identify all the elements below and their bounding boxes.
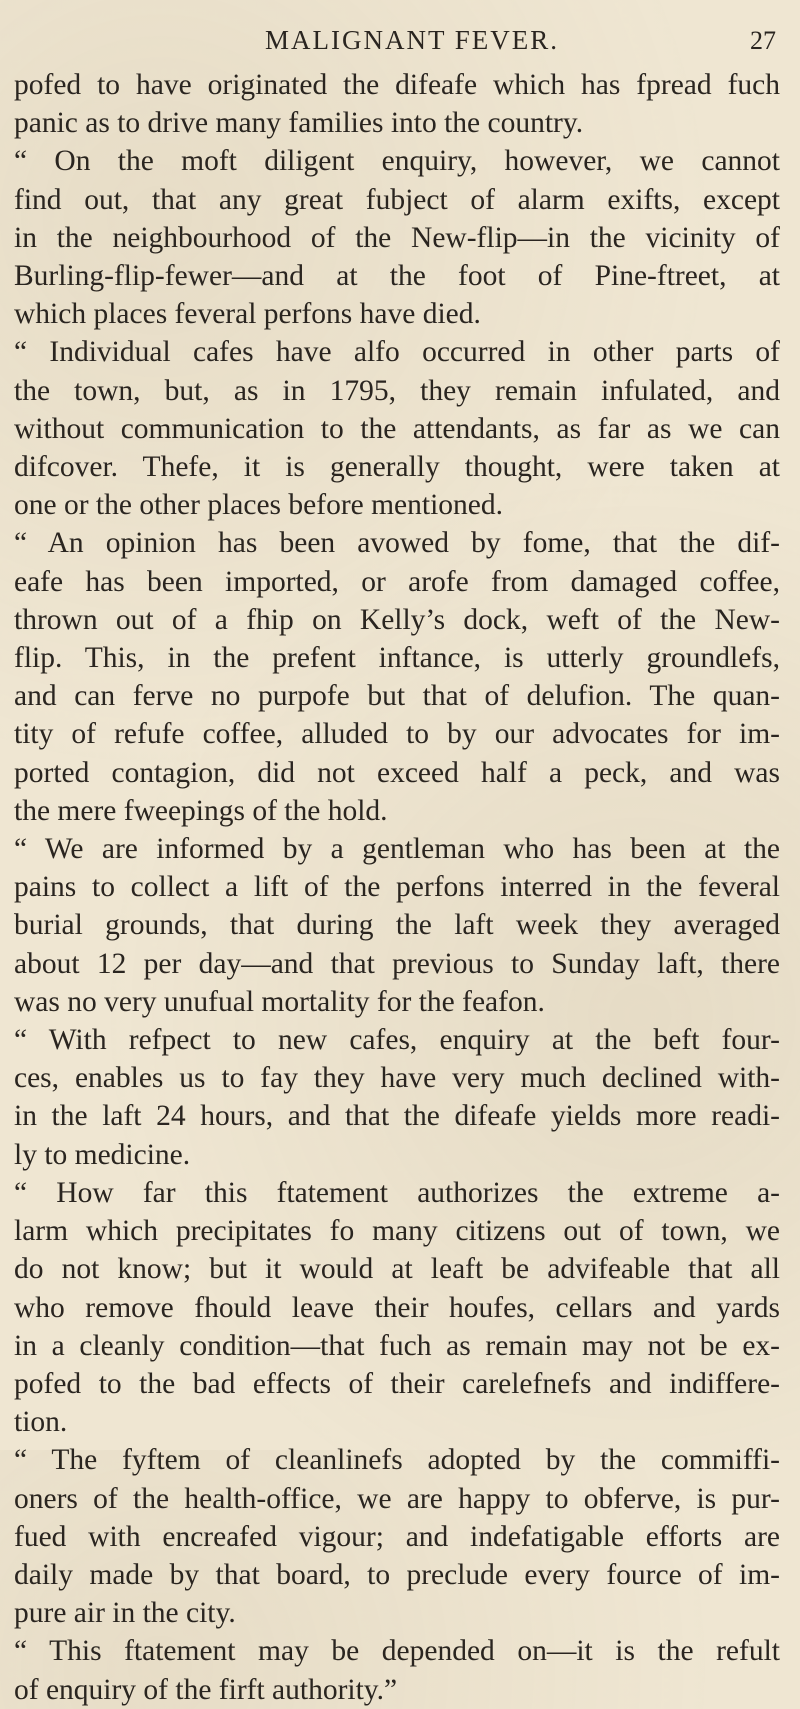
text-line: the mere fweepings of the hold. [14,794,388,827]
text-line: tity of refufe coffee, alluded to by our advocates for im- [14,718,780,751]
text-line: in a cleanly condition—that fuch as remain may not be ex- [14,1329,780,1362]
text-line: in the laft 24 hours, and that the difeafe yields more readi- [14,1100,780,1133]
text-line: one or the other places before mentioned. [14,489,504,522]
text-line: without communication to the attendants, as far as we can [14,412,780,445]
text-line: “ We are informed by a gentleman who has been at the [14,833,780,866]
text-line: and can ferve no purpofe but that of delufion. The quan- [14,680,780,713]
text-line: oners of the health-office, we are happy to obferve, is pur- [14,1482,780,1515]
text-line: difcover. Thefe, it is generally thought, were taken at [14,451,780,484]
text-line: tion. [14,1406,68,1439]
text-line: “ An opinion has been avowed by fome, that the dif- [14,527,780,560]
text-line: pofed to the bad effects of their carelefnefs and indiffere- [14,1367,780,1400]
text-line: about 12 per day—and that previous to Sunday laft, there [14,947,780,980]
text-line: burial grounds, that during the laft week they averaged [14,909,780,942]
text-line: thrown out of a fhip on Kelly’s dock, weft of the New- [14,603,780,636]
text-line: find out, that any great fubject of alarm exifts, except [14,183,780,216]
text-line: panic as to drive many families into the country. [14,107,584,140]
text-line: fued with encreafed vigour; and indefatigable efforts are [14,1520,780,1553]
text-line: “ Individual cafes have alfo occurred in other parts of [14,336,780,369]
text-line: pains to collect a lift of the perfons interred in the feveral [14,871,780,904]
text-line: do not know; but it would at leaft be advifeable that all [14,1253,780,1286]
text-line: of enquiry of the firft authority.” [14,1673,398,1706]
page-header [14,10,780,56]
body-text [14,66,780,1709]
text-line: ly to medicine. [14,1138,191,1171]
text-line: eafe has been imported, or arofe from damaged coffee, [14,565,780,598]
text-line: was no very unufual mortality for the feafon. [14,985,545,1018]
text-line: pofed to have originated the difeafe which has fpread fuch [14,69,780,101]
text-line: larm which precipitates fo many citizens out of town, we [14,1215,780,1248]
text-line: flip. This, in the prefent inftance, is utterly groundlefs, [14,642,780,675]
text-line: the town, but, as in 1795, they remain infulated, and [14,374,780,407]
text-line: Burling-flip-fewer—and at the foot of Pine-ftreet, at [14,260,780,293]
text-line: who remove fhould leave their houfes, cellars and yards [14,1291,780,1324]
text-line: “ With refpect to new cafes, enquiry at the beft four- [14,1024,780,1057]
text-line: daily made by that board, to preclude every fource of im- [14,1558,780,1591]
text-line: in the neighbourhood of the New-flip—in the vicinity of [14,221,780,254]
running-head: MALIGNANT FEVER. [265,25,559,55]
text-line: ported contagion, did not exceed half a peck, and was [14,756,780,789]
text-line: “ The fyftem of cleanlinefs adopted by the commiffi- [14,1444,780,1477]
text-line: which places feveral perfons have died. [14,298,481,331]
text-line: “ On the moft diligent enquiry, however, we cannot [14,145,780,178]
text-line: pure air in the city. [14,1597,236,1630]
page-number: 27 [750,26,776,55]
text-line: “ This ftatement may be depended on—it is the refult [14,1635,780,1668]
text-line: “ How far this ftatement authorizes the extreme a- [14,1176,780,1209]
text-line: ces, enables us to fay they have very much declined with- [14,1062,780,1095]
